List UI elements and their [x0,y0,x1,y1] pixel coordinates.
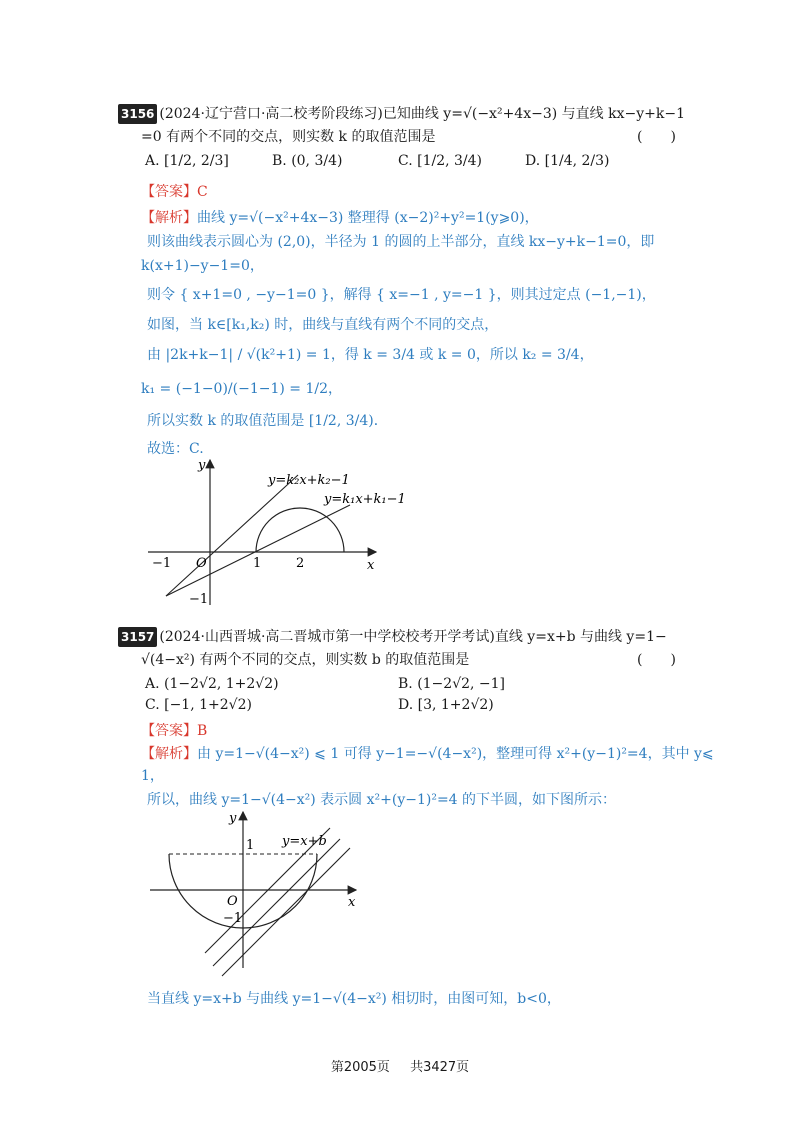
analysis-line: 则该曲线表示圆心为 (2,0)，半径为 1 的圆的上半部分，直线 kx−y+k−1=0，即 [147,234,655,250]
problem-stem-cont: √(4−x²) 有两个不同的交点，则实数 b 的取值范围是 [141,652,470,668]
analysis-label: 【解析】 [141,746,197,762]
option-a: A. [1/2, 2/3] [145,153,229,169]
total-pages: 共3427页 [410,1060,470,1075]
analysis-line [141,745,714,763]
analysis-text: 由 y=1−√(4−x²) ⩽ 1 可得 y−1=−√(4−x²)，整理可得 x²+(y−1)²=4，其中 y⩽ [197,746,714,762]
problem-3157-line2 [141,651,469,669]
analysis-line: 如图，当 k∈[k₁,k₂) 时，曲线与直线有两个不同的交点， [147,317,499,333]
answer-paren: ( ) [637,129,676,145]
tangent-line-k2 [166,475,298,596]
analysis-label: 【解析】 [141,210,197,226]
page-footer [0,1056,800,1075]
y-axis-label: y [229,811,237,826]
answer-label: 【答案】 [141,184,197,200]
problem-number-badge: 3156 [118,104,157,124]
tick-label: 1 [246,838,255,853]
option-b: B. (0, 3/4) [272,153,343,169]
line-k2-label: y=k₂x+k₂−1 [268,473,350,488]
option-a: A. (1−2√2, 1+2√2) [145,676,279,692]
figure-3156 [0,455,800,615]
problem-3156-line1 [118,104,685,124]
analysis-line [141,209,539,227]
answer-value: C [197,184,208,200]
analysis-line: k₁ = (−1−0)/(−1−1) = 1/2， [141,381,343,397]
problem-number-badge: 3157 [118,627,157,647]
option-c: C. [1/2, 3/4) [398,153,482,169]
problem-3157-line1 [118,627,667,647]
analysis-line: 当直线 y=x+b 与曲线 y=1−√(4−x²) 相切时，由图可知，b<0， [147,991,561,1007]
problem-stem-cont: =0 有两个不同的交点，则实数 k 的取值范围是 [141,129,436,145]
problem-3156-line2 [141,128,435,146]
secant-line-k1 [166,505,350,596]
analysis-line: k(x+1)−y−1=0， [141,258,264,274]
analysis-line: 由 |2k+k−1| / √(k²+1) = 1，得 k = 3/4 或 k = 0，所以 k₂ = 3/4， [147,347,594,363]
tick-label: −1 [223,911,243,926]
option-c: C. [−1, 1+2√2) [145,697,252,713]
answer-label: 【答案】 [141,723,197,739]
analysis-line: 所以，曲线 y=1−√(4−x²) 表示圆 x²+(y−1)²=4 的下半圆，如下图所示： [147,792,617,808]
option-b: B. (1−2√2, −1] [398,676,506,692]
problem-stem: 直线 y=x+b 与曲线 y=1− [494,629,667,645]
x-axis-label: x [348,895,356,910]
option-d: D. [1/4, 2/3) [525,153,610,169]
analysis-text: 曲线 y=√(−x²+4x−3) 整理得 (x−2)²+y²=1(y⩾0)， [197,210,539,226]
analysis-line: 1， [141,768,164,784]
y-axis-label: y [198,458,206,473]
figure-3157 [0,808,800,978]
answer-line [141,183,208,201]
problem-stem: 已知曲线 y=√(−x²+4x−3) 与直线 kx−y+k−1 [382,106,685,122]
origin-label: O [227,894,238,909]
answer-line [141,722,207,740]
answer-value: B [197,723,208,739]
analysis-line: 故选：C. [147,441,204,457]
problem-source: (2024·辽宁营口·高二校考阶段练习) [159,106,383,122]
page-number: 第2005页 [330,1060,390,1075]
tick-label: −1 [189,592,209,607]
x-axis-label: x [367,558,375,573]
analysis-line: 所以实数 k 的取值范围是 [1/2, 3/4)． [147,413,388,429]
option-d: D. [3, 1+2√2) [398,697,494,713]
tick-label: −1 [152,556,172,571]
problem-source: (2024·山西晋城·高二晋城市第一中学校校考开学考试) [159,629,495,645]
answer-paren: ( ) [637,652,676,668]
tick-label: 2 [296,556,305,571]
analysis-line: 则令 { x+1=0 , −y−1=0 }，解得 { x=−1 , y=−1 }，则其过定点 (−1,−1)， [147,287,656,303]
line-k1-label: y=k₁x+k₁−1 [324,492,406,507]
line-label: y=x+b [282,834,327,849]
tick-label: 1 [253,556,262,571]
origin-label: O [196,556,207,571]
